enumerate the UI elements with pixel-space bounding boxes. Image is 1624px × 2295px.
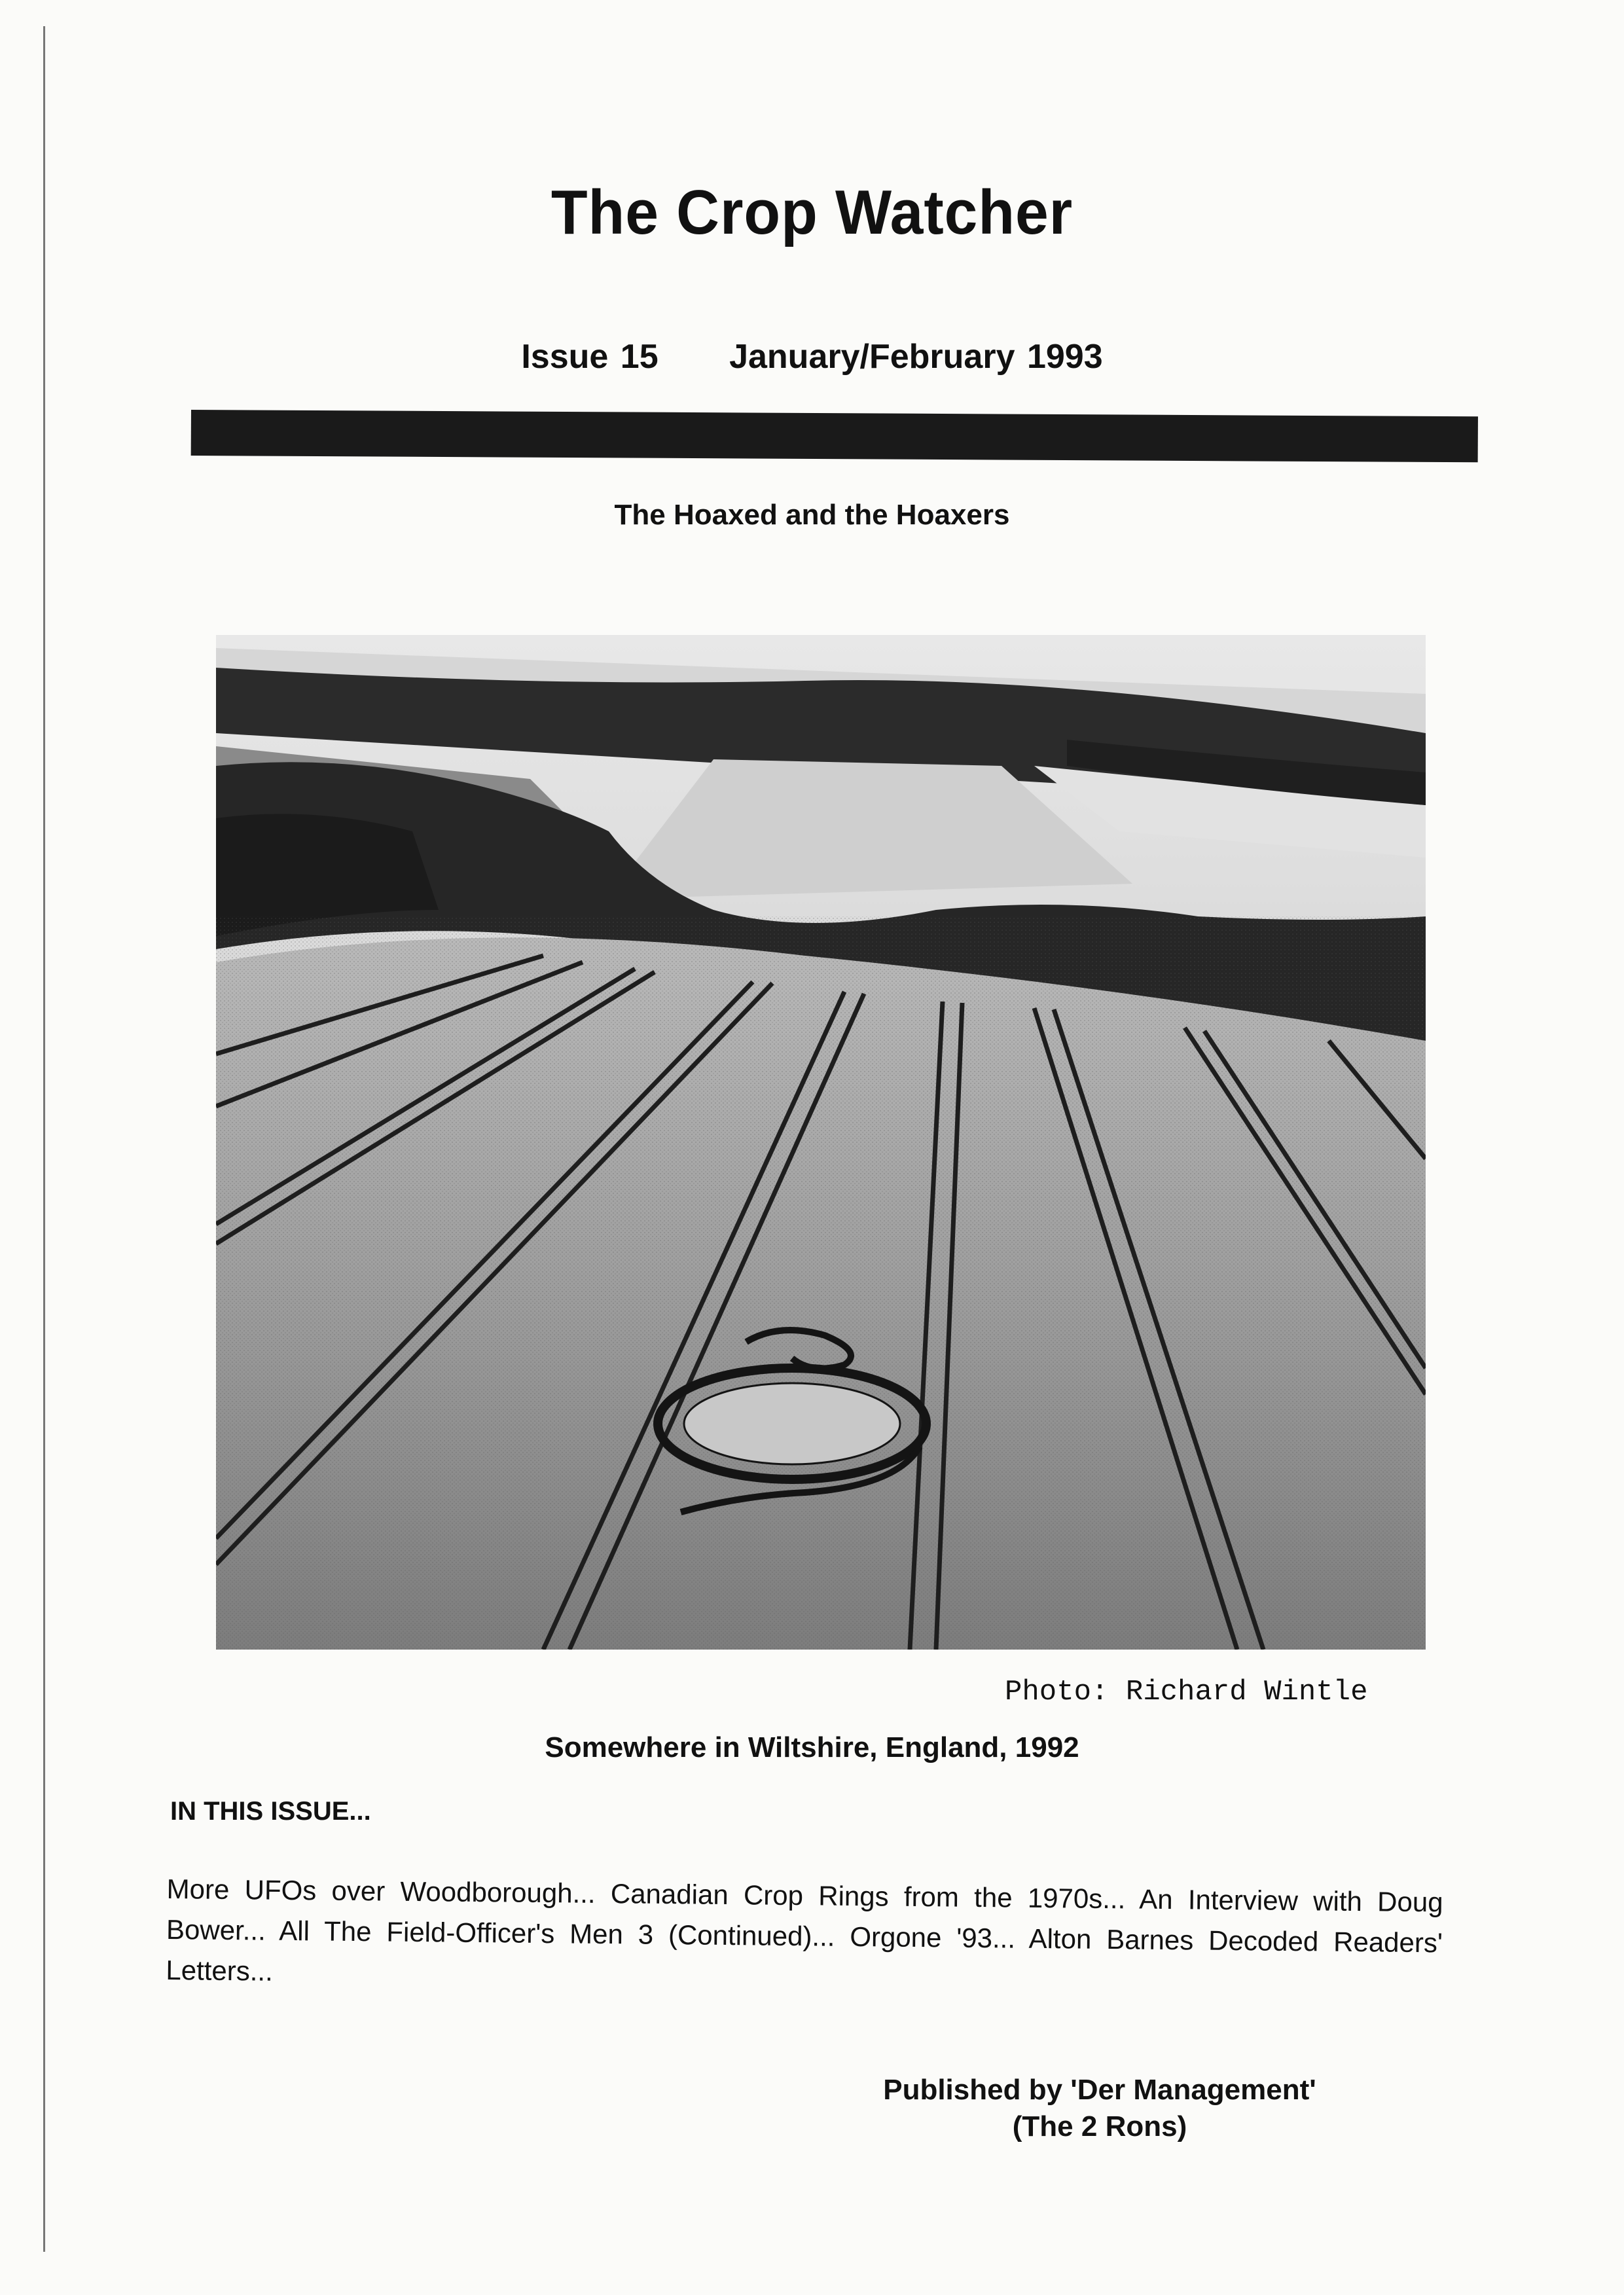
issue-number: Issue 15 bbox=[521, 338, 659, 376]
publisher-block bbox=[851, 2072, 1348, 2145]
issue-date: January/February 1993 bbox=[729, 338, 1103, 376]
crop-circle-photo bbox=[216, 635, 1426, 1650]
photo-caption: Somewhere in Wiltshire, England, 1992 bbox=[545, 1731, 1079, 1763]
header-rule bbox=[191, 410, 1478, 462]
publisher-line: Published by 'Der Management' bbox=[883, 2074, 1316, 2106]
photo-credit: Photo: Richard Wintle bbox=[1005, 1676, 1368, 1708]
contents-heading: IN THIS ISSUE... bbox=[170, 1797, 371, 1826]
contents-text: More UFOs over Woodborough... Canadian Crop Rings from the 1970s... An Interview with Doug Bower... All The Field-Officer's Men 3 (Continued)... Orgone '93... Alton Barnes Decoded Readers' Letters... bbox=[166, 1873, 1443, 1987]
issue-line bbox=[0, 337, 1624, 376]
cover-headline: The Hoaxed and the Hoaxers bbox=[614, 499, 1010, 531]
newsletter-title: The Crop Watcher bbox=[550, 177, 1074, 247]
publisher-subline: (The 2 Rons) bbox=[1012, 2110, 1187, 2142]
